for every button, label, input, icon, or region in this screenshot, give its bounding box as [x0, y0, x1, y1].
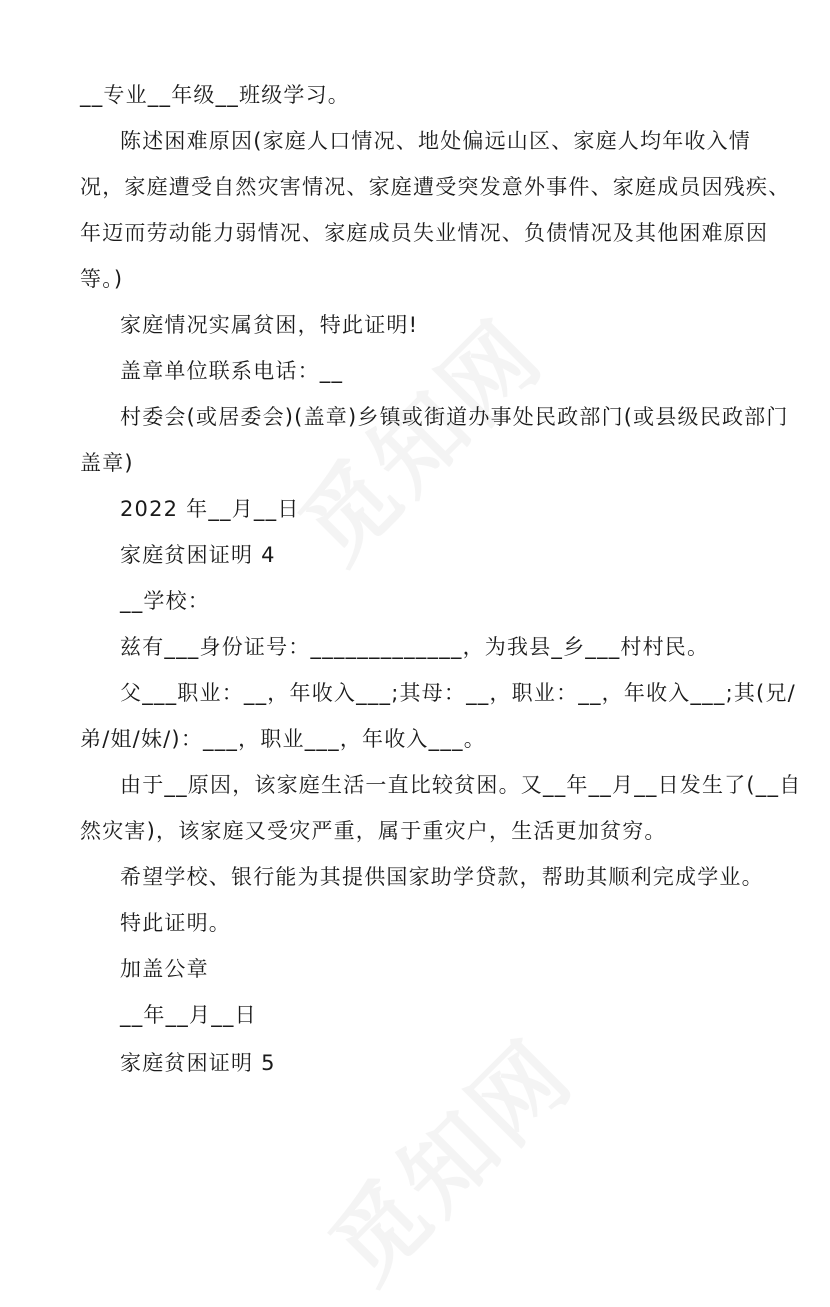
date-line: 2022 年__月__日: [120, 497, 300, 521]
loan-request-line: 希望学校、银行能为其提供国家助学贷款，帮助其顺利完成学业。: [120, 865, 764, 889]
paragraph-reason-line-2: 况，家庭遭受自然灾害情况、家庭遭受突发意外事件、家庭成员因残疾、: [80, 175, 791, 199]
section-title-4: 家庭贫困证明 4: [120, 543, 276, 567]
date-line-2: __年__月__日: [120, 1003, 257, 1027]
stamp-line-2: 盖章): [80, 451, 134, 475]
contact-phone-line: 盖章单位联系电话：__: [120, 359, 344, 383]
official-seal-line: 加盖公章: [120, 957, 209, 981]
text-line-continuation: __专业__年级__班级学习。: [80, 83, 350, 107]
paragraph-reason-line-3: 年迈而劳动能力弱情况、家庭成员失业情况、负债情况及其他困难原因: [80, 221, 769, 245]
certified-line: 特此证明。: [120, 911, 231, 935]
paragraph-reason-line-1: 陈述困难原因(家庭人口情况、地处偏远山区、家庭人均年收入情: [120, 129, 751, 153]
hardship-reason-line-1: 由于__原因，该家庭生活一直比较贫困。又__年__月__日发生了(__自: [120, 773, 802, 797]
section-title-5: 家庭贫困证明 5: [120, 1051, 276, 1075]
hardship-reason-line-2: 然灾害)，该家庭又受灾严重，属于重灾户，生活更加贫穷。: [80, 819, 667, 843]
resident-id-line: 兹有___身份证号：_____________，为我县_乡___村村民。: [120, 635, 710, 659]
paragraph-reason-line-4: 等。): [80, 267, 124, 291]
stamp-line-1: 村委会(或居委会)(盖章)乡镇或街道办事处民政部门(或县级民政部门: [120, 405, 789, 429]
parents-info-line-2: 弟/姐/妹/)：___，职业___，年收入___。: [80, 727, 486, 751]
parents-info-line-1: 父___职业：__，年收入___;其母：__，职业：__，年收入___;其(兄/: [120, 681, 796, 705]
addressee-school: __学校：: [120, 589, 210, 613]
certification-statement: 家庭情况实属贫困，特此证明!: [120, 313, 419, 337]
